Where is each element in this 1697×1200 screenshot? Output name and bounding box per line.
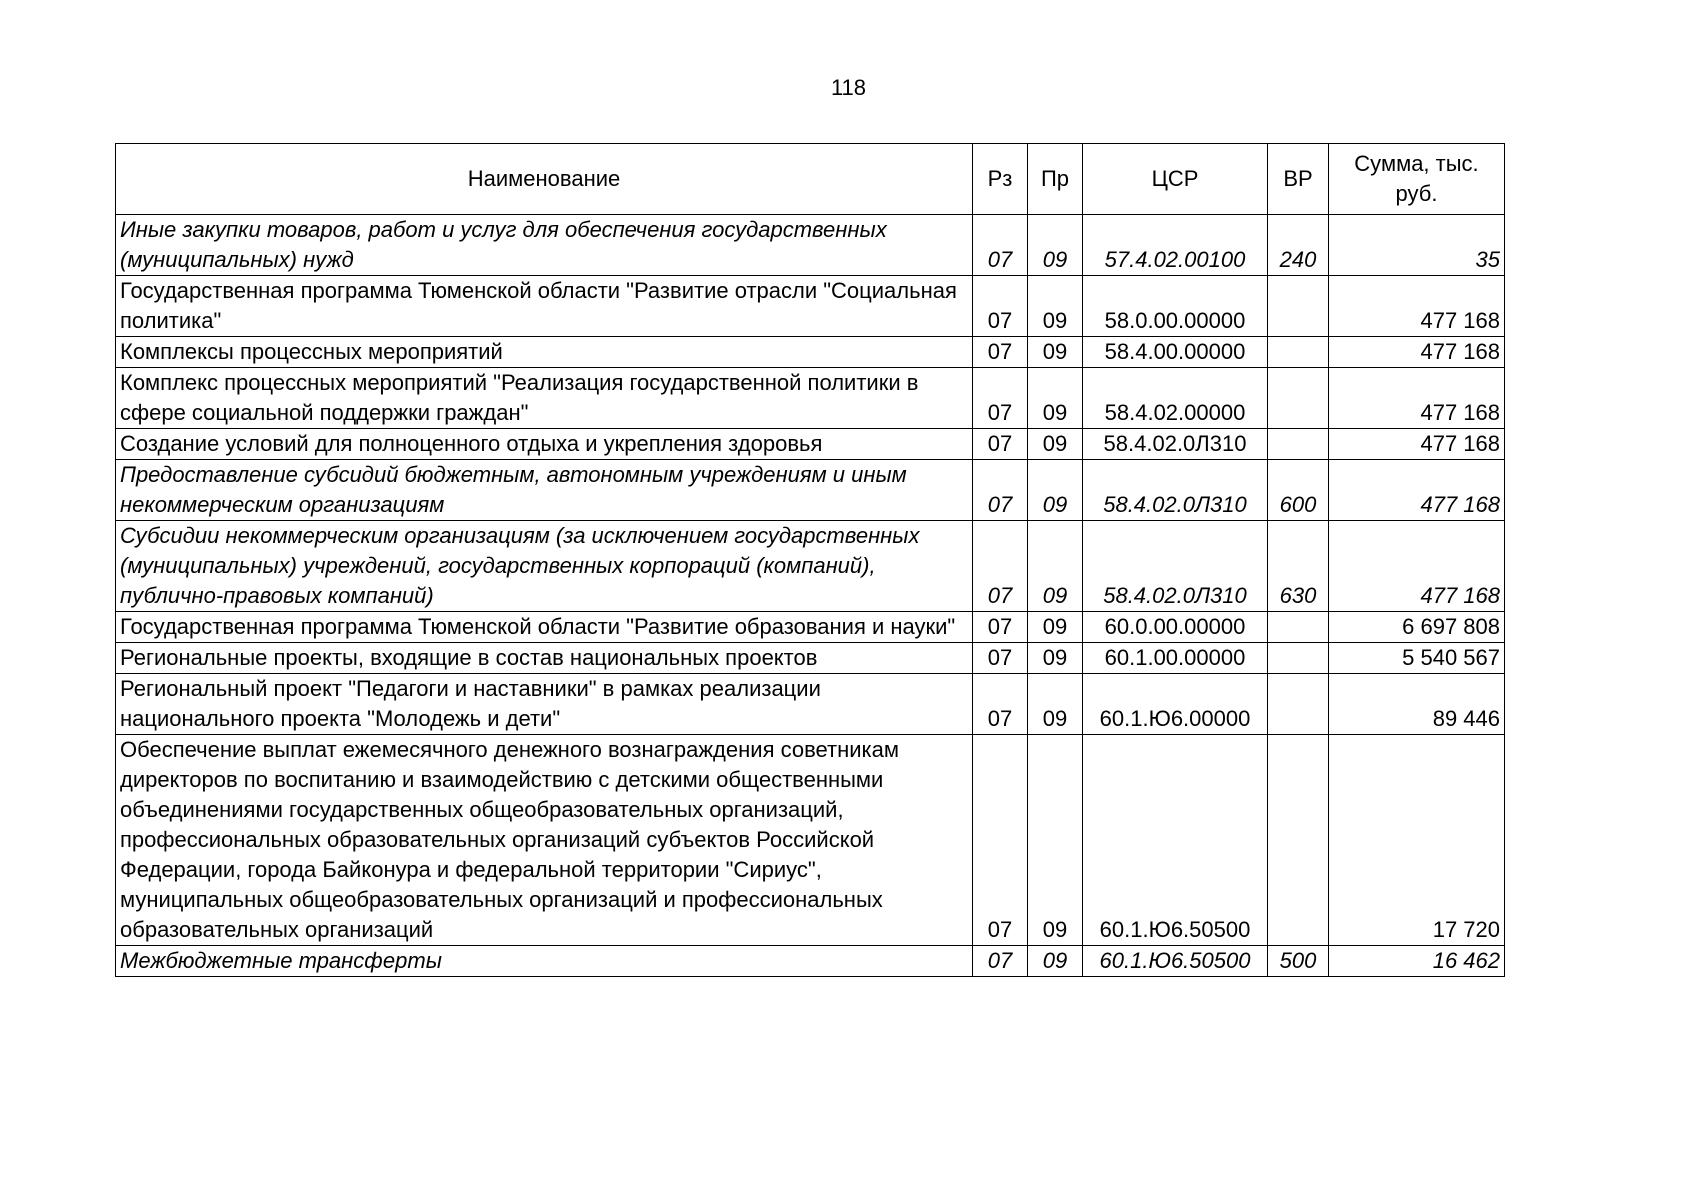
cell-vr [1268,368,1329,429]
table-row [116,215,1505,276]
cell-csr: 58.4.02.0Л310 [1083,521,1268,612]
budget-table [115,143,1505,977]
cell-csr: 60.1.Ю6.50500 [1083,946,1268,977]
header-sum-line2: тыс. руб. [1395,151,1479,206]
cell-name: Государственная программа Тюменской области "Развитие образования и науки" [116,612,973,643]
cell-rz: 07 [973,735,1028,946]
header-vr: ВР [1268,144,1329,215]
cell-pr: 09 [1028,946,1083,977]
cell-pr: 09 [1028,337,1083,368]
cell-name: Региональный проект "Педагоги и наставники" в рамках реализации национального проекта "Молодежь и дети" [116,674,973,735]
cell-sum: 6 697 808 [1329,612,1505,643]
cell-vr [1268,276,1329,337]
table-row [116,674,1505,735]
cell-rz: 07 [973,429,1028,460]
header-sum [1329,144,1505,215]
cell-sum: 17 720 [1329,735,1505,946]
cell-sum: 5 540 567 [1329,643,1505,674]
cell-csr: 60.1.Ю6.50500 [1083,735,1268,946]
header-rz: Рз [973,144,1028,215]
table-row [116,612,1505,643]
table-row [116,460,1505,521]
cell-name: Субсидии некоммерческим организациям (за исключением государственных (муниципальных) учреждений, государственных корпораций (компаний), публично-правовых компаний) [116,521,973,612]
cell-csr: 58.4.00.00000 [1083,337,1268,368]
cell-vr [1268,674,1329,735]
cell-csr: 58.4.02.0Л310 [1083,429,1268,460]
cell-pr: 09 [1028,368,1083,429]
table-row [116,276,1505,337]
cell-rz: 07 [973,276,1028,337]
table-row [116,946,1505,977]
cell-pr: 09 [1028,612,1083,643]
cell-sum: 477 168 [1329,368,1505,429]
cell-vr: 630 [1268,521,1329,612]
cell-vr: 600 [1268,460,1329,521]
cell-sum: 477 168 [1329,276,1505,337]
cell-csr: 58.0.00.00000 [1083,276,1268,337]
cell-rz: 07 [973,337,1028,368]
cell-sum: 477 168 [1329,460,1505,521]
cell-csr: 58.4.02.00000 [1083,368,1268,429]
cell-name: Предоставление субсидий бюджетным, автономным учреждениям и иным некоммерческим организациям [116,460,973,521]
header-name: Наименование [116,144,973,215]
cell-sum: 89 446 [1329,674,1505,735]
cell-name: Государственная программа Тюменской области "Развитие отрасли "Социальная политика" [116,276,973,337]
cell-sum: 477 168 [1329,521,1505,612]
cell-rz: 07 [973,368,1028,429]
cell-vr [1268,735,1329,946]
header-pr: Пр [1028,144,1083,215]
page-number: 118 [830,75,867,100]
cell-rz: 07 [973,612,1028,643]
cell-csr: 57.4.02.00100 [1083,215,1268,276]
cell-rz: 07 [973,215,1028,276]
cell-vr: 500 [1268,946,1329,977]
table-row [116,521,1505,612]
cell-pr: 09 [1028,429,1083,460]
cell-csr: 58.4.02.0Л310 [1083,460,1268,521]
cell-sum: 477 168 [1329,429,1505,460]
cell-pr: 09 [1028,643,1083,674]
table-header-row [116,144,1505,215]
cell-csr: 60.1.00.00000 [1083,643,1268,674]
cell-vr: 240 [1268,215,1329,276]
cell-sum: 16 462 [1329,946,1505,977]
cell-rz: 07 [973,460,1028,521]
table-row [116,368,1505,429]
cell-name: Обеспечение выплат ежемесячного денежного вознаграждения советникам директоров по воспитанию и взаимодействию с детскими общественными объединениями государственных общеобразовательных организаций, профессиональных образовательных организаций субъектов Российской Федерации, города Байконура и федеральной территории "Сириус", муниципальных общеобразовательных организаций и профессиональных образовательных организаций [116,735,973,946]
cell-rz: 07 [973,521,1028,612]
cell-name: Создание условий для полноценного отдыха и укрепления здоровья [116,429,973,460]
cell-name: Межбюджетные трансферты [116,946,973,977]
cell-rz: 07 [973,643,1028,674]
cell-vr [1268,643,1329,674]
cell-name: Комплексы процессных мероприятий [116,337,973,368]
cell-sum: 477 168 [1329,337,1505,368]
table-row [116,735,1505,946]
cell-vr [1268,429,1329,460]
table-row [116,429,1505,460]
cell-sum: 35 [1329,215,1505,276]
header-sum-line1: Сумма, [1354,151,1430,176]
header-csr: ЦСР [1083,144,1268,215]
cell-csr: 60.0.00.00000 [1083,612,1268,643]
cell-vr [1268,337,1329,368]
table-row [116,643,1505,674]
cell-pr: 09 [1028,276,1083,337]
cell-pr: 09 [1028,674,1083,735]
cell-name: Комплекс процессных мероприятий "Реализация государственной политики в сфере социальной поддержки граждан" [116,368,973,429]
cell-pr: 09 [1028,460,1083,521]
cell-pr: 09 [1028,215,1083,276]
cell-rz: 07 [973,946,1028,977]
cell-name: Региональные проекты, входящие в состав национальных проектов [116,643,973,674]
cell-rz: 07 [973,674,1028,735]
table-body [116,215,1505,977]
cell-pr: 09 [1028,521,1083,612]
cell-pr: 09 [1028,735,1083,946]
cell-vr [1268,612,1329,643]
table-row [116,337,1505,368]
cell-csr: 60.1.Ю6.00000 [1083,674,1268,735]
cell-name: Иные закупки товаров, работ и услуг для обеспечения государственных (муниципальных) нужд [116,215,973,276]
